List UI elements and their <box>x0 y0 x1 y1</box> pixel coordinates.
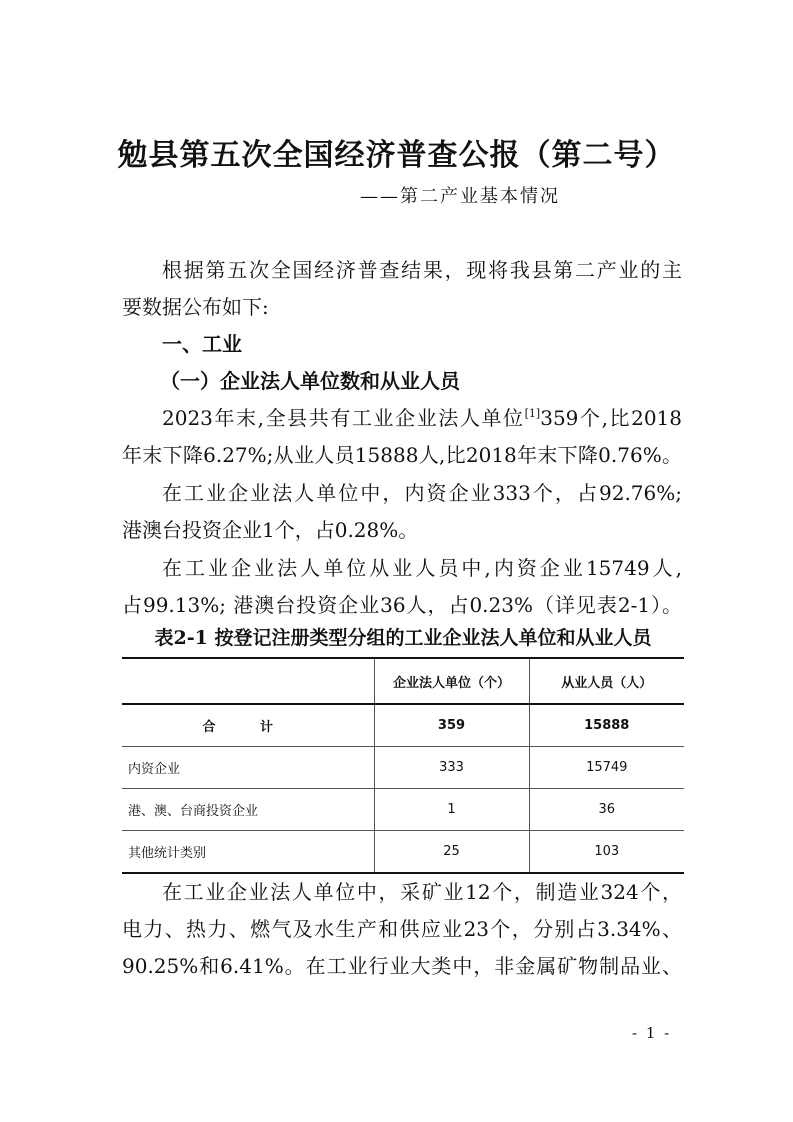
table-row <box>122 789 684 831</box>
table-row <box>122 747 684 789</box>
table-cell: 1 <box>374 789 529 831</box>
table-cell: 15749 <box>529 747 684 789</box>
paragraph-4-line-1: 在工业企业法人单位中，采矿业12个，制造业324个， <box>162 880 682 904</box>
paragraph-4-line-2: 电力、热力、燃气及水生产和供应业23个，分别占3.34%、 <box>122 917 682 941</box>
table-header-cell: 企业法人单位（个） <box>374 658 529 704</box>
table-row-total <box>122 704 684 747</box>
table-cell: 333 <box>374 747 529 789</box>
page-number: - 1 - <box>632 1024 672 1042</box>
page-subtitle: ——第二产业基本情况 <box>360 186 560 207</box>
subsection-heading: （一）企业法人单位数和从业人员 <box>160 369 460 393</box>
table-header-row <box>122 658 684 704</box>
table-cell: 港、澳、台商投资企业 <box>122 789 374 831</box>
paragraph-2-line-1: 在工业企业法人单位中，内资企业333个，占92.76%; <box>162 481 682 505</box>
data-table <box>122 657 684 874</box>
table-cell: 其他统计类别 <box>122 831 374 874</box>
table-caption: 表2-1 按登记注册类型分组的工业企业法人单位和从业人员 <box>154 627 652 649</box>
paragraph-1-text-a: 2023年末,全县共有工业企业法人单位 <box>162 406 525 430</box>
table-cell: 内资企业 <box>122 747 374 789</box>
paragraph-1-line-1 <box>162 403 682 433</box>
footnote-marker: [1] <box>524 407 541 420</box>
table-row <box>122 831 684 874</box>
paragraph-1-text-b: 359个,比2018 <box>540 406 682 430</box>
paragraph-3-line-1: 在工业企业法人单位从业人员中,内资企业15749人, <box>162 556 682 580</box>
table-header-cell <box>122 658 374 704</box>
intro-line-2: 要数据公布如下: <box>122 295 269 319</box>
table-header-cell: 从业人员（人） <box>529 658 684 704</box>
table-cell: 103 <box>529 831 684 874</box>
page-title: 勉县第五次全国经济普查公报（第二号） <box>117 138 676 173</box>
paragraph-1-line-2: 年末下降6.27%;从业人员15888人,比2018年末下降0.76%。 <box>122 443 682 467</box>
table-cell: 合 计 <box>122 704 374 747</box>
intro-line-1: 根据第五次全国经济普查结果，现将我县第二产业的主 <box>162 258 682 282</box>
table-cell: 25 <box>374 831 529 874</box>
paragraph-3-line-2: 占99.13%; 港澳台投资企业36人，占0.23%（详见表2-1）。 <box>122 593 682 617</box>
table-cell: 36 <box>529 789 684 831</box>
table-cell: 15888 <box>529 704 684 747</box>
paragraph-4-line-3: 90.25%和6.41%。在工业行业大类中，非金属矿物制品业、 <box>122 954 682 978</box>
table-cell: 359 <box>374 704 529 747</box>
section-heading-industry: 一、工业 <box>162 332 242 356</box>
paragraph-2-line-2: 港澳台投资企业1个，占0.28%。 <box>122 518 419 542</box>
